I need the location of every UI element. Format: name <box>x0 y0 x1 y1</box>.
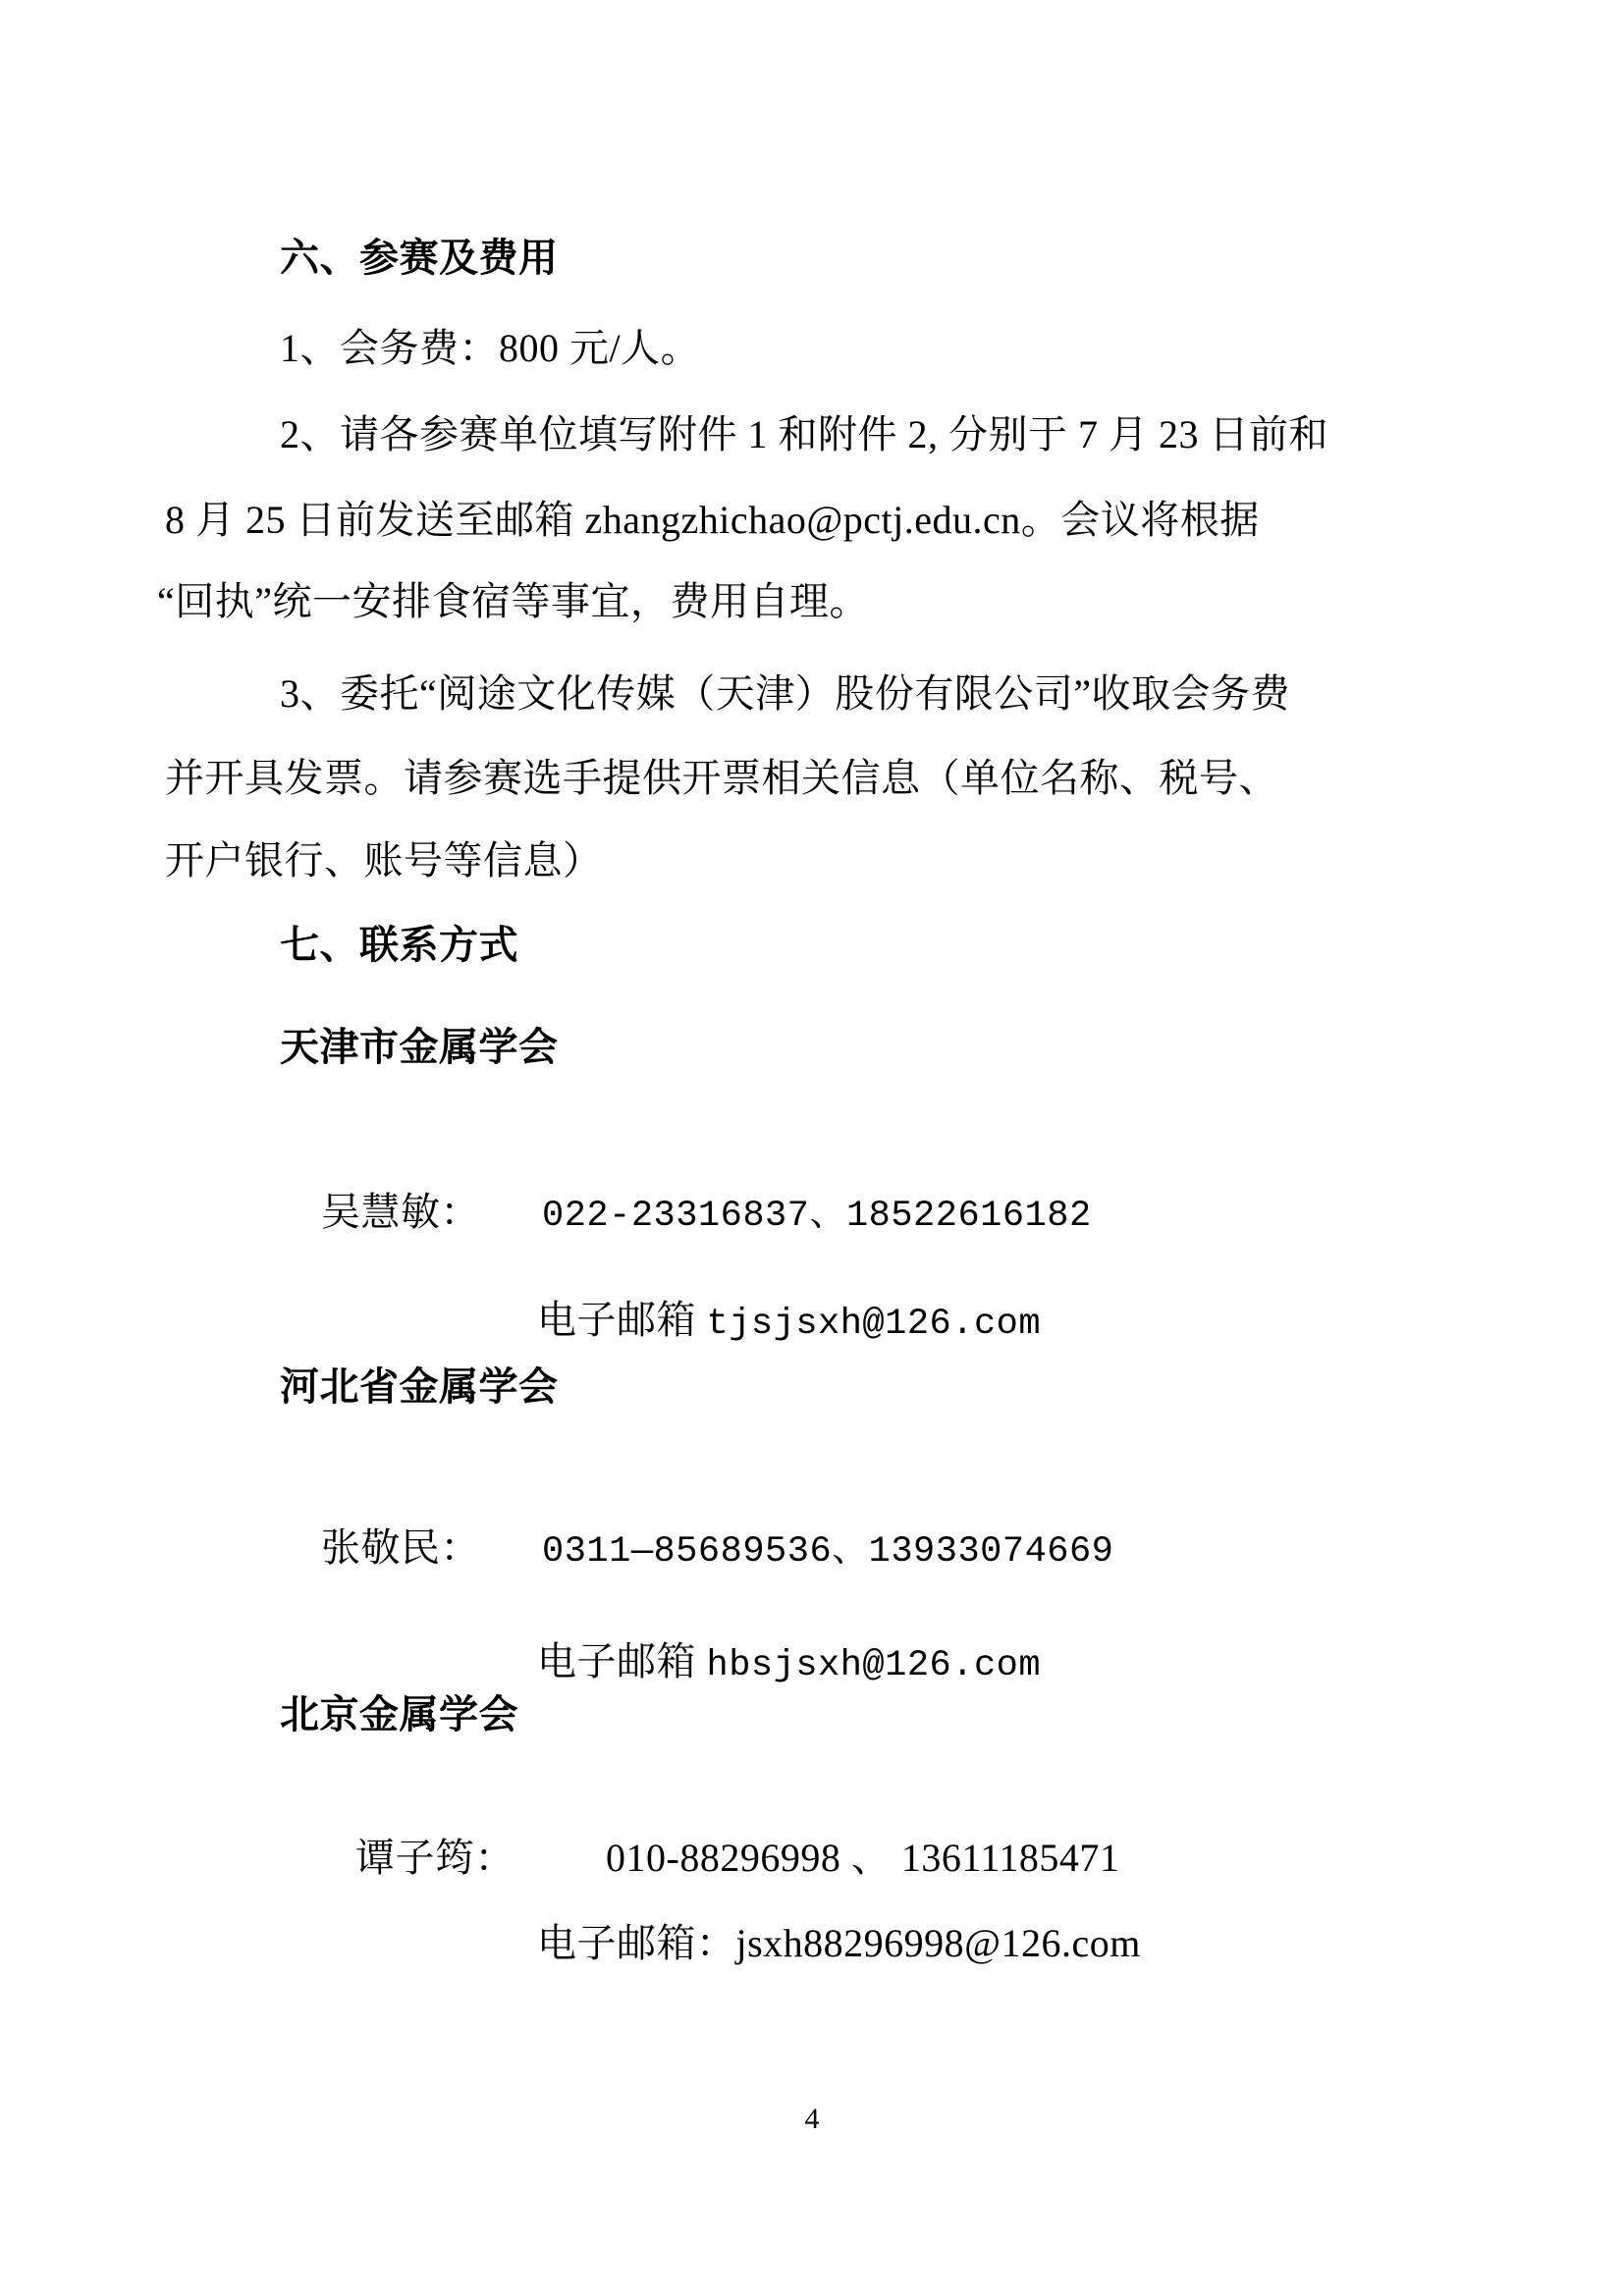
email-address: jsxh88296998@126.com <box>735 1921 1141 1965</box>
contact-person: 吴慧敏： <box>321 1190 480 1234</box>
email-label: 电子邮箱： <box>537 1921 736 1965</box>
org-name-hebei: 河北省金属学会 <box>280 1364 559 1409</box>
section-7-heading: 七、联系方式 <box>280 923 518 967</box>
email-line-hebei <box>496 1588 1041 1737</box>
email-address: tjsjsxh@126.com <box>706 1304 1042 1345</box>
fee-item-3-line-1: 3、委托“阅途文化传媒（天津）股份有限公司”收取会务费 <box>280 671 1291 716</box>
section-6-heading: 六、参赛及费用 <box>280 236 559 280</box>
email-address: hbsjsxh@126.com <box>706 1645 1042 1686</box>
contact-person: 张敬民： <box>321 1525 480 1570</box>
contact-phones: 010-88296998 、 13611185471 <box>606 1836 1120 1880</box>
fee-item-3-line-3: 开户银行、账号等信息） <box>165 838 603 882</box>
fee-item-2-line-1: 2、请各参赛单位填写附件 1 和附件 2, 分别于 7 月 23 日前和 <box>280 412 1328 456</box>
fee-item-1: 1、会务费：800 元/人。 <box>280 326 701 370</box>
fee-item-3-line-2: 并开具发票。请参赛选手提供开票相关信息（单位名称、税号、 <box>165 756 1278 800</box>
email-label: 电子邮箱 <box>537 1298 707 1342</box>
contact-person: 谭子筠： <box>355 1836 514 1880</box>
contact-phones: 022-23316837、18522616182 <box>542 1196 1092 1237</box>
contact-phones: 0311—85689536、13933074669 <box>542 1531 1114 1573</box>
email-line-tianjin <box>496 1247 1041 1396</box>
page-number: 4 <box>804 2103 820 2135</box>
email-line-beijing <box>496 1870 1141 2017</box>
org-name-beijing: 北京金属学会 <box>280 1692 518 1736</box>
fee-item-2-line-2: 8 月 25 日前发送至邮箱 zhangzhichao@pctj.edu.cn。会议将根据 <box>165 498 1260 542</box>
fee-item-2-line-3: “回执”统一安排食宿等事宜，费用自理。 <box>157 579 870 623</box>
email-label: 电子邮箱 <box>537 1639 707 1683</box>
org-name-tianjin: 天津市金属学会 <box>280 1025 559 1069</box>
